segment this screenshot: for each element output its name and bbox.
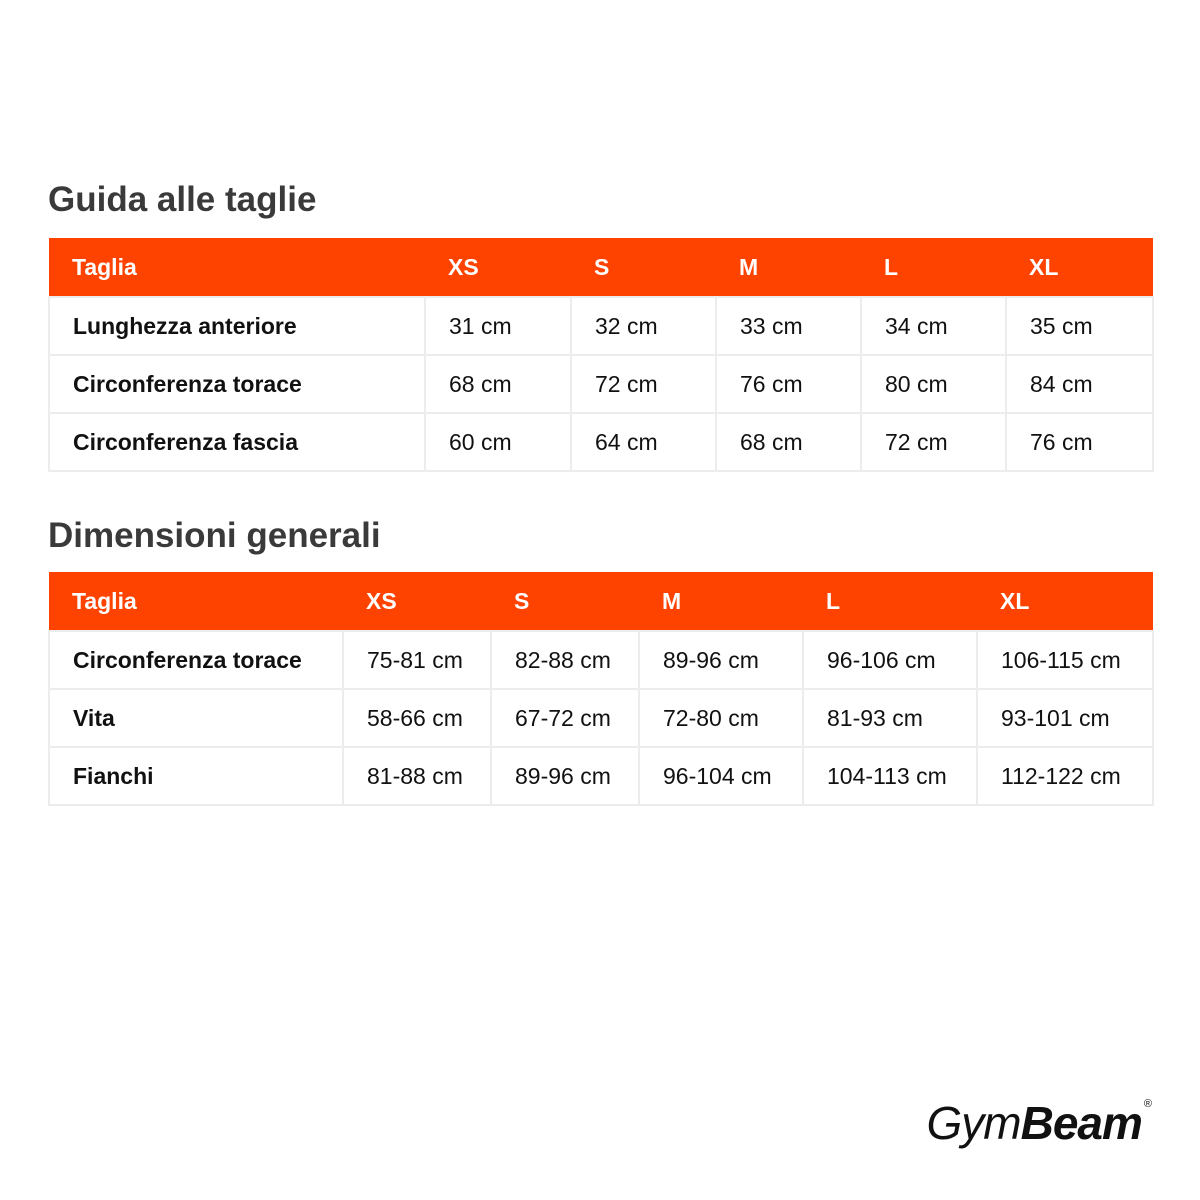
column-header: Taglia bbox=[49, 572, 343, 631]
table-cell: 31 cm bbox=[425, 297, 571, 355]
section-title-general-dimensions: Dimensioni generali bbox=[48, 516, 381, 555]
column-header: XS bbox=[425, 238, 571, 297]
table-cell: 72-80 cm bbox=[639, 689, 803, 747]
table-row bbox=[49, 747, 1153, 805]
row-label: Circonferenza torace bbox=[49, 355, 425, 413]
row-label: Vita bbox=[49, 689, 343, 747]
table-cell: 33 cm bbox=[716, 297, 861, 355]
table-cell: 89-96 cm bbox=[639, 631, 803, 689]
logo-wordmark bbox=[926, 1094, 1141, 1152]
table-cell: 89-96 cm bbox=[491, 747, 639, 805]
row-label: Circonferenza fascia bbox=[49, 413, 425, 471]
table-cell: 84 cm bbox=[1006, 355, 1153, 413]
column-header: XS bbox=[343, 572, 491, 631]
registered-mark: ® bbox=[1143, 1098, 1152, 1110]
table-cell: 34 cm bbox=[861, 297, 1006, 355]
column-header: S bbox=[491, 572, 639, 631]
table-cell: 72 cm bbox=[861, 413, 1006, 471]
table-cell: 68 cm bbox=[425, 355, 571, 413]
column-header: Taglia bbox=[49, 238, 425, 297]
table-cell: 72 cm bbox=[571, 355, 716, 413]
table-row bbox=[49, 413, 1153, 471]
logo-gym: Gym bbox=[926, 1097, 1021, 1149]
table-cell: 32 cm bbox=[571, 297, 716, 355]
table-header-row bbox=[49, 238, 1153, 297]
table-cell: 82-88 cm bbox=[491, 631, 639, 689]
row-label: Fianchi bbox=[49, 747, 343, 805]
logo-beam: Beam bbox=[1020, 1097, 1142, 1149]
column-header: XL bbox=[977, 572, 1153, 631]
column-header: L bbox=[803, 572, 977, 631]
table-row bbox=[49, 355, 1153, 413]
table-cell: 112-122 cm bbox=[977, 747, 1153, 805]
size-guide-table bbox=[48, 238, 1154, 472]
table-row bbox=[49, 297, 1153, 355]
column-header: M bbox=[716, 238, 861, 297]
table-cell: 68 cm bbox=[716, 413, 861, 471]
table-cell: 96-104 cm bbox=[639, 747, 803, 805]
gymbeam-logo bbox=[926, 1094, 1152, 1156]
table-cell: 104-113 cm bbox=[803, 747, 977, 805]
table-cell: 67-72 cm bbox=[491, 689, 639, 747]
table-cell: 75-81 cm bbox=[343, 631, 491, 689]
table-cell: 81-88 cm bbox=[343, 747, 491, 805]
row-label: Circonferenza torace bbox=[49, 631, 343, 689]
column-header: S bbox=[571, 238, 716, 297]
table-cell: 58-66 cm bbox=[343, 689, 491, 747]
table-row bbox=[49, 689, 1153, 747]
column-header: M bbox=[639, 572, 803, 631]
table-cell: 80 cm bbox=[861, 355, 1006, 413]
table-cell: 106-115 cm bbox=[977, 631, 1153, 689]
row-label: Lunghezza anteriore bbox=[49, 297, 425, 355]
table-cell: 93-101 cm bbox=[977, 689, 1153, 747]
table-cell: 76 cm bbox=[1006, 413, 1153, 471]
table-cell: 81-93 cm bbox=[803, 689, 977, 747]
table-header-row bbox=[49, 572, 1153, 631]
table-cell: 35 cm bbox=[1006, 297, 1153, 355]
table-cell: 76 cm bbox=[716, 355, 861, 413]
section-title-size-guide: Guida alle taglie bbox=[48, 180, 317, 219]
general-dimensions-table bbox=[48, 572, 1154, 806]
table-cell: 64 cm bbox=[571, 413, 716, 471]
table-cell: 96-106 cm bbox=[803, 631, 977, 689]
column-header: L bbox=[861, 238, 1006, 297]
column-header: XL bbox=[1006, 238, 1153, 297]
table-row bbox=[49, 631, 1153, 689]
table-cell: 60 cm bbox=[425, 413, 571, 471]
